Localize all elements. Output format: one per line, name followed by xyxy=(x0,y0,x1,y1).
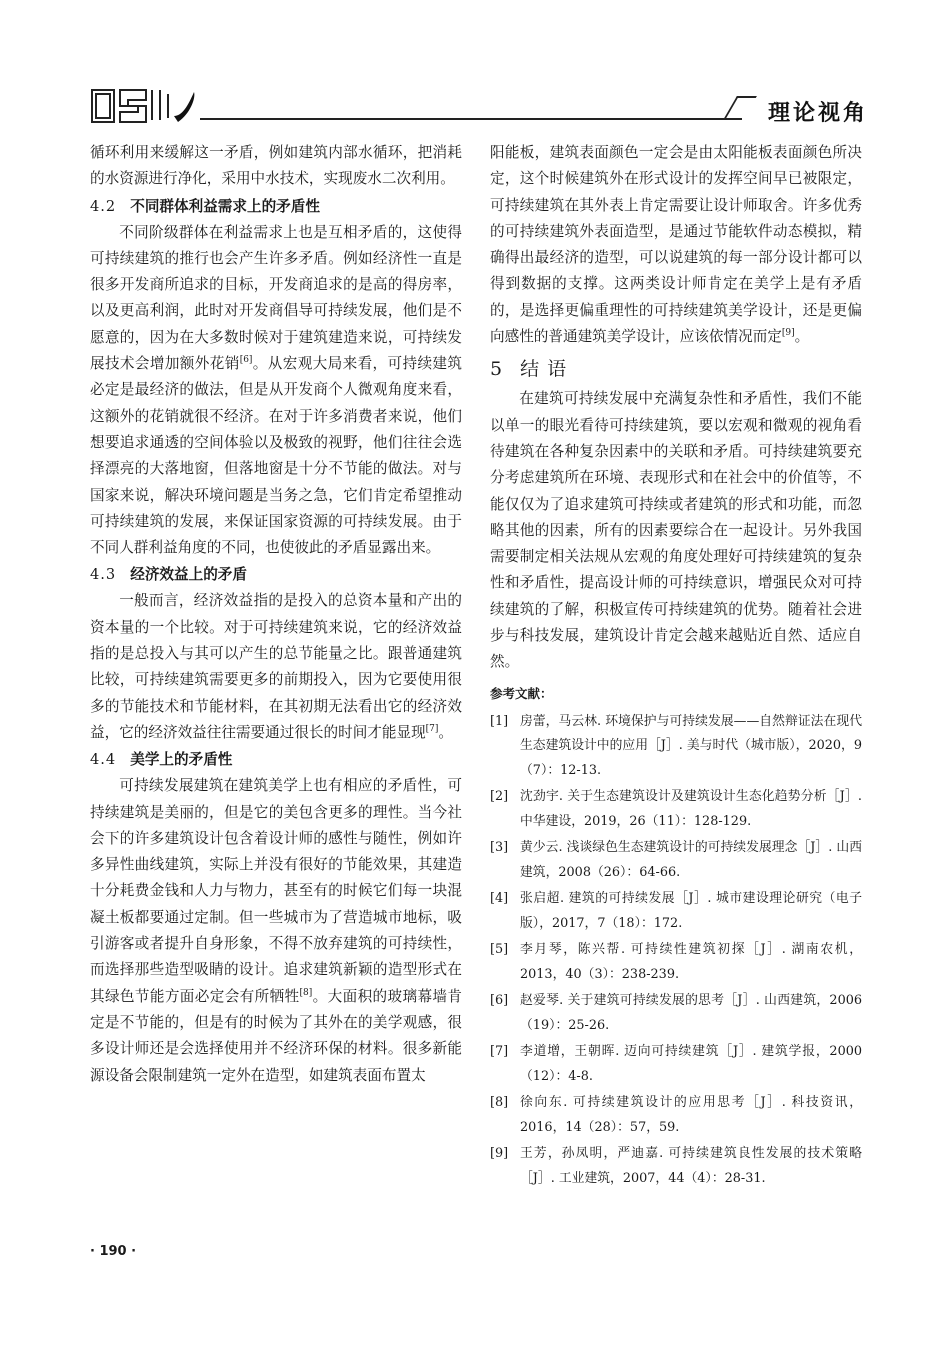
reference-list xyxy=(490,710,862,1192)
paragraph: 在建筑可持续发展中充满复杂性和矛盾性，我们不能以单一的眼光看待可持续建筑，要以宏观和微观的视角看待建筑在各种复杂因素中的关联和矛盾。可持续建筑要充分考虑建筑所在环境、表现形式和在社会中的价值等，不能仅仅为了追求建筑可持续或者建筑的形式和功能，而忽略其他的因素，所有的因素要综合在一起设计。另外我国需要制定相关法规从宏观的角度处理好可持续建筑的复杂性和矛盾性，提高设计师的可持续意识，增强民众对可持续建筑的了解，积极宣传可持续建筑的优势。随着社会进步与科技发展，建筑设计肯定会越来越贴近自然、适应自然。 xyxy=(490,390,862,671)
section-label: 理论视角 xyxy=(767,101,868,126)
paragraph: 阳能板，建筑表面颜色一定会是由太阳能板表面颜色所决定，这个时候建筑外在形式设计的发挥空间早已被限定，可持续建筑在其外表上肯定需要让设计师取舍。许多优秀的可持续建筑外表面造型，是通过节能软件动态模拟，精确得出最经济的造型，可以说建筑的每一部分设计都可以得到数据的支撑。这两类设计师肯定在美学上是有矛盾的，是选择更偏重理性的可持续建筑美学设计，还是更偏向感性的普通建筑美学设计，应该依情况而定[9]。 xyxy=(490,144,862,346)
references-title: 参考文献： xyxy=(490,685,553,701)
citation[interactable]: [7] xyxy=(425,724,439,735)
paragraph: 不同阶级群体在利益需求上也是互相矛盾的，这使得可持续建筑的推行也会产生许多矛盾。例如经济性一直是很多开发商所追求的目标，开发商追求的是高的得房率，以及更高利润，此时对开发商倡导可持续发展，他们是不愿意的，因为在大多数时候对于建筑建造来说，可持续发展技术会增加额外花销[6]。从宏观大局来看，可持续建筑必定是最经济的做法，但是从开发商个人微观角度来看，这额外的花销就很不经济。在对于许多消费者来说，他们想要追求通透的空间体验以及极致的视野，他们往往会选择漂亮的大落地窗，但落地窗是十分不节能的做法。对与国家来说，解决环境问题是当务之急，它们肯定希望推动可持续建筑的发展，来保证国家资源的可持续发展。由于不同人群利益角度的不同，也使彼此的矛盾显露出来。 xyxy=(90,223,462,557)
header-rule xyxy=(200,118,742,120)
journal-logo xyxy=(90,86,200,126)
section-heading-4-2: 4.2 不同群体利益需求上的矛盾性 xyxy=(90,197,320,215)
paragraph: 循环利用来缓解这一矛盾，例如建筑内部水循环，把消耗的水资源进行净化，采用中水技术，实现废水二次利用。 xyxy=(90,144,462,188)
section-heading-5: 5 结语 xyxy=(490,358,575,381)
reference-item: [6] 赵爱琴. 关于建筑可持续发展的思考［J］. 山西建筑，2006（19）：25-26. xyxy=(490,993,862,1033)
reference-item: [3] 黄少云. 浅谈绿色生态建筑设计的可持续发展理念［J］. 山西建筑，2008（26）：64-66. xyxy=(490,840,862,880)
left-column xyxy=(90,140,462,1089)
citation[interactable]: [9] xyxy=(781,328,795,339)
page-header xyxy=(90,82,870,132)
page-number: · 190 · xyxy=(90,1244,137,1259)
section-heading-4-4: 4.4 美学上的矛盾性 xyxy=(90,751,233,769)
header-tab-corner xyxy=(723,96,757,120)
reference-item: [1] 房蕾，马云林. 环境保护与可持续发展——自然辩证法在现代生态建筑设计中的应用［J］. 美与时代（城市版），2020，9（7）：12-13. xyxy=(490,713,862,778)
paragraph: 可持续发展建筑在建筑美学上也有相应的矛盾性，可持续建筑是美丽的，但是它的美包含更多的理性。当今社会下的许多建筑设计包含着设计师的感性与随性，例如许多异性曲线建筑，实际上并没有很好的节能效果，其建造十分耗费金钱和人力与物力，甚至有的时候它们每一块混凝土板都要通过定制。但一些城市为了营造城市地标，吸引游客或者提升自身形象，不得不放弃建筑的可持续性，而选择那些造型吸睛的设计。追求建筑新颖的造型形式在其绿色节能方面必定会有所牺牲[8]。大面积的玻璃幕墙肯定是不节能的，但是有的时候为了其外在的美学观感，很多设计师还是会选择使用并不经济环保的材料。很多新能源设备会限制建筑一定外在造型，如建筑表面布置太 xyxy=(90,777,462,1084)
section-heading-4-3: 4.3 经济效益上的矛盾 xyxy=(90,566,247,584)
reference-item: [4] 张启超. 建筑的可持续发展［J］. 城市建设理论研究（电子版），2017，7（18）：172. xyxy=(490,891,862,931)
citation[interactable]: [8] xyxy=(299,987,313,998)
reference-item: [9] 王芳，孙凤明，严迪嘉. 可持续建筑良性发展的技术策略［J］. 工业建筑，2007，44（4）：28-31. xyxy=(490,1146,862,1186)
reference-item: [8] 徐向东. 可持续建筑设计的应用思考［J］. 科技资讯，2016，14（28）：57，59. xyxy=(490,1095,862,1135)
right-column xyxy=(490,140,862,1193)
reference-item: [5] 李月琴，陈兴帮. 可持续性建筑初探［J］. 湖南农机，2013，40（3）：238-239. xyxy=(490,942,862,982)
reference-item: [7] 李道增，王朝晖. 迈向可持续建筑［J］. 建筑学报，2000（12）：4-8. xyxy=(490,1044,862,1084)
citation[interactable]: [6] xyxy=(239,355,253,366)
paragraph: 一般而言，经济效益指的是投入的总资本量和产出的资本量的一个比较。对于可持续建筑来说，它的经济效益指的是总投入与其可以产生的总节能量之比。跟普通建筑比较，可持续建筑需要更多的前期投入，因为它要使用很多的节能技术和节能材料，在其初期无法看出它的经济效益，它的经济效益往往需要通过很长的时间才能显现[7]。 xyxy=(90,592,462,741)
reference-item: [2] 沈劲宇. 关于生态建筑设计及建筑设计生态化趋势分析［J］. 中华建设，2019，26（11）：128-129. xyxy=(490,789,862,829)
